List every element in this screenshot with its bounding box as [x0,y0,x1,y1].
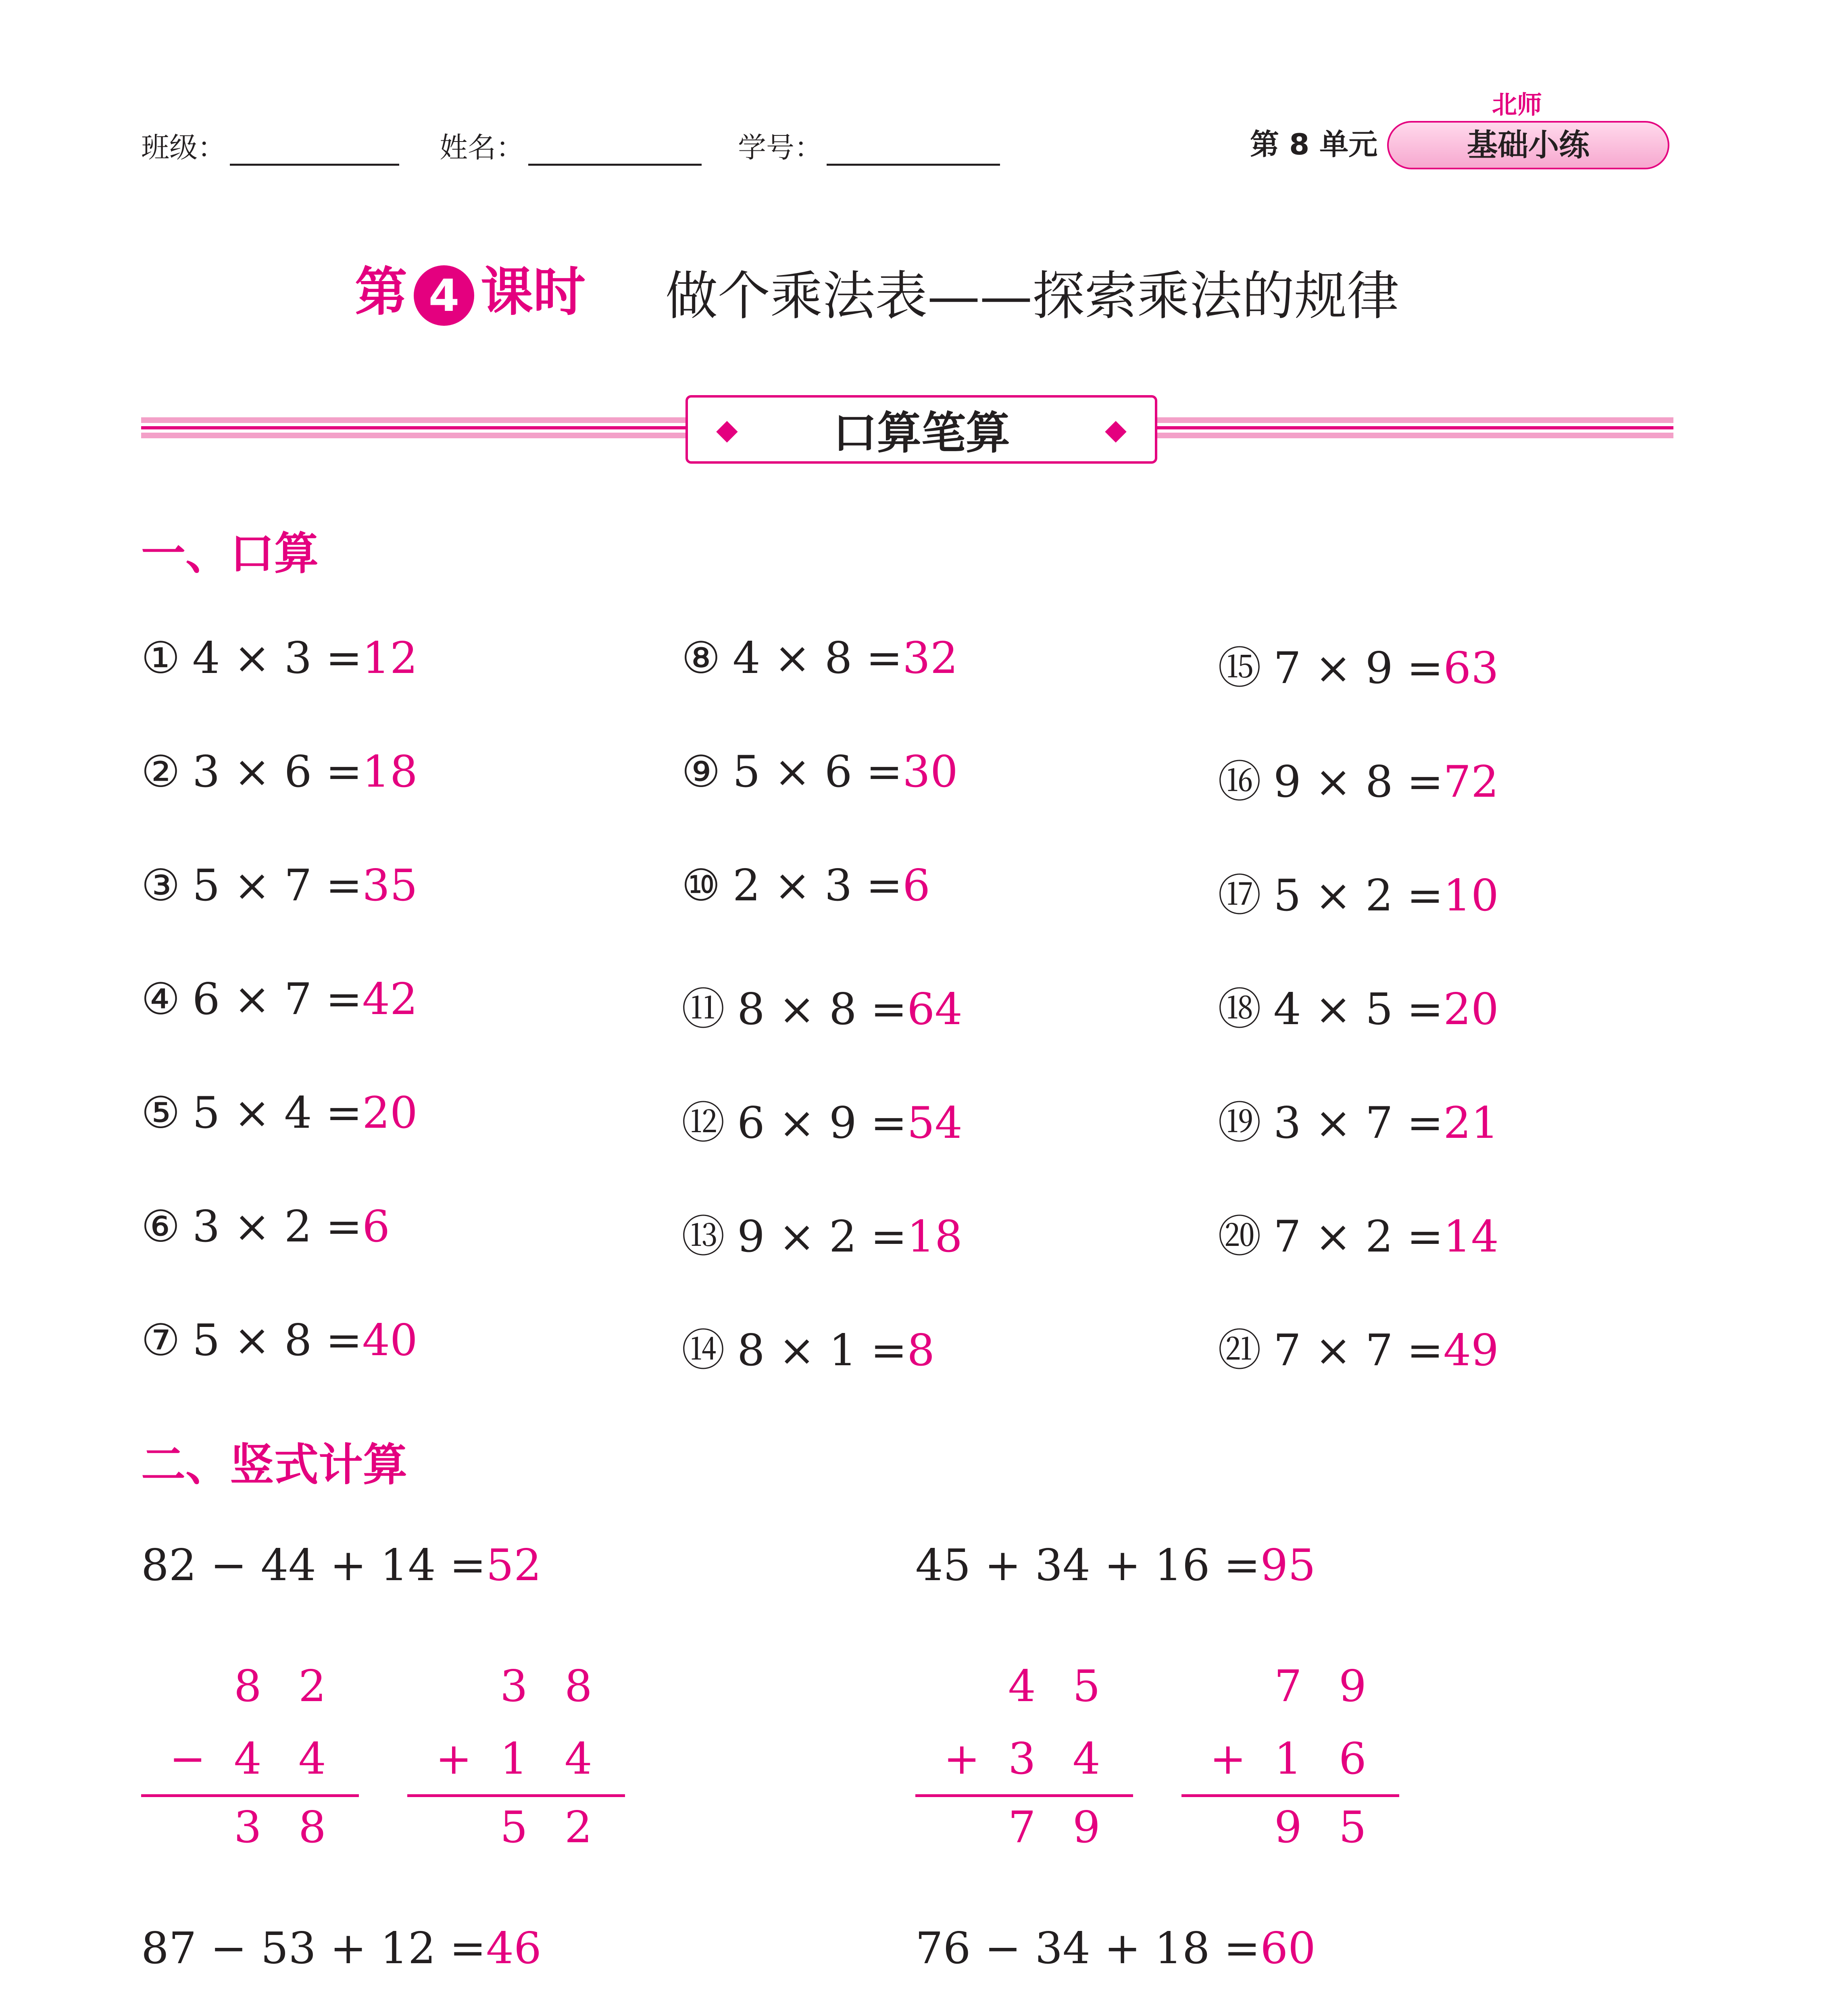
equation-expression: 87 − 53 + 12 = [141,1923,486,1974]
item-number: ⑤ [141,1088,180,1138]
vertical-calc [1181,1661,1399,1871]
item-answer: 64 [907,984,963,1035]
item-expression: 8 × 1 = [737,1325,907,1376]
oral-item [141,1315,418,1366]
result-row [1181,1802,1399,1863]
digit: 5 [1073,1661,1100,1712]
item-answer: 6 [362,1202,390,1252]
calc-line [915,1794,1133,1797]
section-title: 口算笔算 [833,407,1010,459]
digit: 7 [1274,1661,1302,1712]
calc-line [1181,1794,1399,1797]
name-label: 姓名： [440,131,524,164]
oral-item [681,747,958,797]
digit: 3 [234,1802,262,1853]
part2-heading: 二、竖式计算 [141,1439,407,1491]
digit: 4 [1073,1734,1100,1784]
section-band-right [1157,417,1673,438]
item-answer: 72 [1443,757,1499,807]
operand-bottom [1181,1734,1399,1794]
operand-top [141,1661,359,1722]
item-answer: 49 [1443,1325,1499,1376]
oral-item [141,633,418,683]
item-number: ⑫ [681,1098,725,1148]
digit: 9 [1274,1802,1302,1853]
item-number: ㉑ [1218,1325,1262,1376]
section-title-box [685,395,1157,464]
brand-logo: 基础小练 [1387,121,1669,169]
oral-item [681,974,963,1037]
item-answer: 18 [362,747,418,797]
name-blank[interactable] [528,140,702,166]
item-answer: 54 [907,1098,963,1148]
operator: + [435,1734,472,1784]
item-number: ② [141,747,180,797]
digit: 2 [298,1661,326,1712]
item-expression: 5 × 2 = [1273,871,1444,921]
digit: 7 [1008,1802,1036,1853]
lesson-number-badge: 4 [414,265,474,326]
class-label: 班级： [141,131,226,164]
digit: 4 [565,1734,592,1784]
oral-item [141,974,418,1025]
operand-bottom [141,1734,359,1794]
item-answer: 20 [362,1088,418,1138]
item-number: ⑰ [1218,871,1262,921]
oral-item [681,1315,935,1378]
unit-label: 第 8 单元 [1250,127,1378,161]
item-number: ③ [141,860,180,911]
item-answer: 30 [902,747,958,797]
digit: 1 [1274,1734,1302,1784]
result-row [407,1802,625,1863]
item-number: ⑯ [1218,757,1262,807]
oral-item [1218,974,1499,1037]
oral-item [141,747,418,797]
oral-item [1218,860,1499,923]
digit: 8 [565,1661,592,1712]
lesson-label [355,250,585,326]
item-number: ⑨ [681,747,721,797]
vertical-calc [915,1661,1133,1871]
operand-top [407,1661,625,1722]
item-number: ⑩ [681,860,721,911]
item-answer: 21 [1443,1098,1499,1148]
lesson-suffix: 课时 [481,261,586,323]
equation [141,1540,542,1591]
item-number: ⑦ [141,1315,180,1366]
item-expression: 5 × 8 = [192,1315,363,1366]
equation [915,1923,1316,1974]
item-number: ⑲ [1218,1098,1262,1148]
item-number: ⑬ [681,1212,725,1262]
oral-item [1218,1315,1499,1378]
oral-item [141,1202,390,1252]
digit: 8 [298,1802,326,1853]
digit: 4 [1008,1661,1036,1712]
item-number: ⑧ [681,633,721,683]
item-expression: 8 × 8 = [737,984,907,1035]
item-expression: 9 × 2 = [737,1212,907,1262]
item-answer: 18 [907,1212,963,1262]
brand-top: 北师 [1492,90,1542,119]
id-field [738,125,1000,166]
digit: 3 [1008,1734,1036,1784]
digit: 9 [1339,1661,1367,1712]
item-expression: 5 × 7 = [192,860,363,911]
digit: 9 [1073,1802,1100,1853]
item-answer: 14 [1443,1212,1499,1262]
item-answer: 8 [907,1325,935,1376]
oral-item [1218,1088,1499,1150]
item-number: ⑳ [1218,1212,1262,1262]
operand-top [1181,1661,1399,1722]
equation [915,1540,1316,1591]
class-field [141,125,399,166]
vertical-calc [407,1661,625,1871]
item-number: ⑱ [1218,984,1262,1035]
operator: + [944,1734,980,1784]
item-expression: 7 × 9 = [1273,643,1444,694]
equation-expression: 82 − 44 + 14 = [141,1540,486,1591]
result-row [141,1802,359,1863]
digit: 5 [500,1802,528,1853]
item-expression: 5 × 4 = [192,1088,363,1138]
operand-bottom [407,1734,625,1794]
item-answer: 6 [902,860,930,911]
digit: 1 [500,1734,528,1784]
digit: 5 [1339,1802,1367,1853]
item-expression: 3 × 2 = [192,1202,363,1252]
item-number: ④ [141,974,180,1025]
equation-answer: 46 [486,1923,542,1974]
oral-item [681,633,958,683]
page-title: 做个乘法表——探索乘法的规律 [665,265,1400,327]
oral-item [1218,1202,1499,1264]
id-blank[interactable] [827,140,1000,166]
oral-item [1218,633,1499,696]
calc-line [407,1794,625,1797]
diamond-icon: ◆ [1105,413,1127,446]
equation-answer: 60 [1260,1923,1316,1974]
oral-item [681,1088,963,1150]
digit: 3 [500,1661,528,1712]
item-expression: 4 × 5 = [1273,984,1444,1035]
digit: 4 [234,1734,262,1784]
item-expression: 6 × 9 = [737,1098,907,1148]
item-answer: 42 [362,974,418,1025]
part1-heading: 一、口算 [141,528,319,579]
item-number: ① [141,633,180,683]
equation-answer: 52 [486,1540,542,1591]
diamond-icon: ◆ [716,413,738,446]
equation-expression: 76 − 34 + 18 = [915,1923,1261,1974]
operand-bottom [915,1734,1133,1794]
item-answer: 12 [362,633,418,683]
oral-item [1218,747,1499,809]
item-expression: 3 × 7 = [1273,1098,1444,1148]
item-number: ⑪ [681,984,725,1035]
section-band-left [141,417,685,438]
item-answer: 63 [1443,643,1499,694]
item-expression: 9 × 8 = [1273,757,1444,807]
equation-answer: 95 [1260,1540,1316,1591]
class-blank[interactable] [230,140,399,166]
operator: + [1210,1734,1246,1784]
digit: 6 [1339,1734,1367,1784]
oral-item [141,1088,418,1138]
lesson-prefix: 第 [355,261,408,323]
item-expression: 2 × 3 = [732,860,903,911]
vertical-calc [141,1661,359,1871]
name-field [440,125,702,166]
item-answer: 35 [362,860,418,911]
digit: 2 [565,1802,592,1853]
oral-item [681,1202,963,1264]
item-expression: 6 × 7 = [192,974,363,1025]
item-answer: 20 [1443,984,1499,1035]
digit: 8 [234,1661,262,1712]
item-expression: 5 × 6 = [732,747,903,797]
equation-expression: 45 + 34 + 16 = [915,1540,1261,1591]
item-expression: 7 × 7 = [1273,1325,1444,1376]
oral-item [141,860,418,911]
item-expression: 3 × 6 = [192,747,363,797]
item-answer: 32 [902,633,958,683]
item-number: ⑥ [141,1202,180,1252]
operator: − [169,1734,206,1784]
item-number: ⑭ [681,1325,725,1376]
item-expression: 4 × 3 = [192,633,363,683]
id-label: 学号： [738,131,823,164]
operand-top [915,1661,1133,1722]
equation [141,1923,542,1974]
result-row [915,1802,1133,1863]
item-number: ⑮ [1218,643,1262,694]
oral-item [681,860,930,911]
digit: 4 [298,1734,326,1784]
item-expression: 4 × 8 = [732,633,903,683]
item-answer: 10 [1443,871,1499,921]
item-answer: 40 [362,1315,418,1366]
item-expression: 7 × 2 = [1273,1212,1444,1262]
calc-line [141,1794,359,1797]
